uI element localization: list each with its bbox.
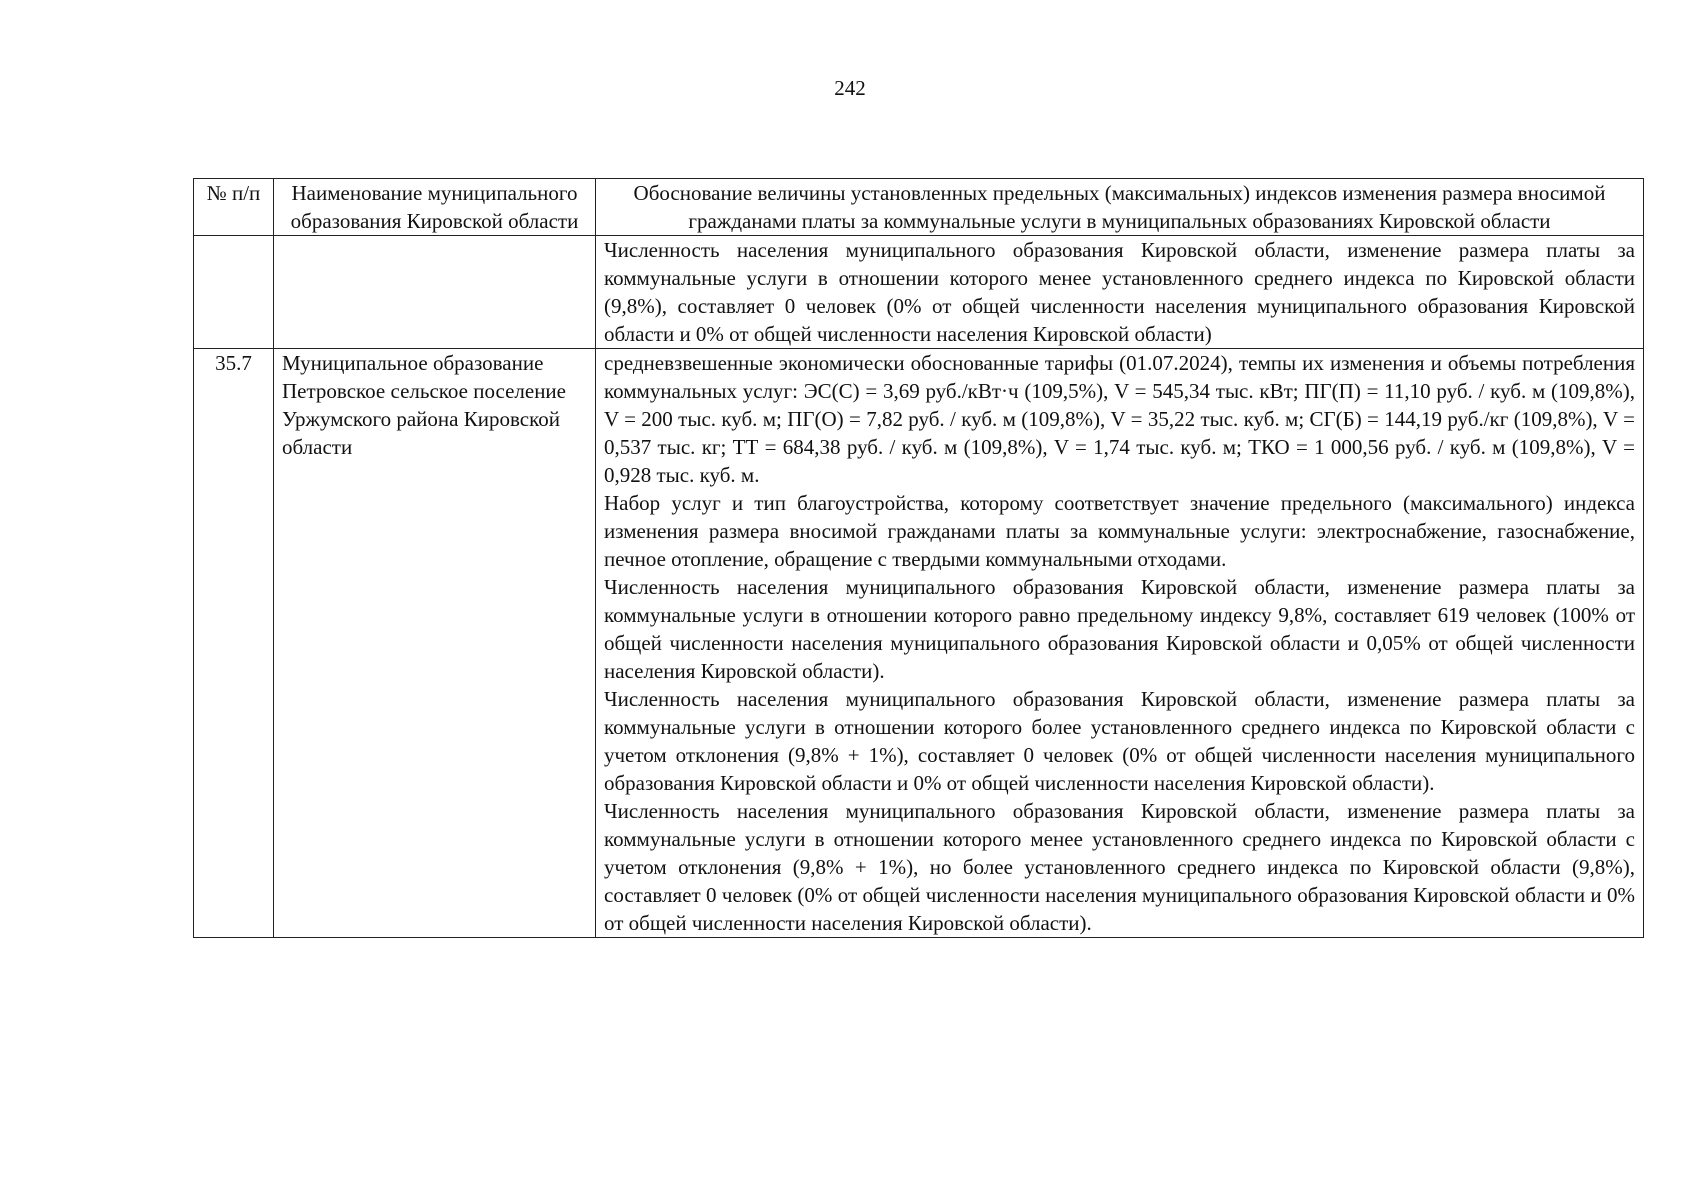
column-header-justification: Обоснование величины установленных предельных (максимальных) индексов изменения размера вносимой гражданами платы за коммунальные услуги в муниципальных образованиях Кировской области (596, 179, 1644, 236)
table-header-row (194, 179, 1644, 236)
services-set-paragraph: Набор услуг и тип благоустройства, которому соответствует значение предельного (максимального) индекса изменения размера вносимой гражданами платы за коммунальные услуги: электроснабжение, газоснабжение, печное отопление, обращение с твердыми коммунальными отходами. (604, 491, 1635, 571)
justification-cell (596, 349, 1644, 938)
indices-table (193, 178, 1644, 938)
municipality-name-cell (274, 236, 596, 349)
municipality-name-cell: Муниципальное образование Петровское сельское поселение Уржумского района Кировской области (274, 349, 596, 938)
column-header-number: № п/п (194, 179, 274, 236)
column-header-municipality: Наименование муниципального образования Кировской области (274, 179, 596, 236)
table-row (194, 349, 1644, 938)
justification-paragraph: Численность населения муниципального образования Кировской области, изменение размера платы за коммунальные услуги в отношении которого менее установленного среднего индекса по Кировской области (9,8%), составляет 0 человек (0% от общей численности населения муниципального образования Кировской области и 0% от общей численности населения Кировской области) (604, 238, 1635, 346)
justification-cell (596, 236, 1644, 349)
row-number-cell: 35.7 (194, 349, 274, 938)
row-number-cell (194, 236, 274, 349)
population-above-index-paragraph: Численность населения муниципального образования Кировской области, изменение размера платы за коммунальные услуги в отношении которого более установленного среднего индекса по Кировской области с учетом отклонения (9,8% + 1%), составляет 0 человек (0% от общей численности населения муниципального образования Кировской области и 0% от общей численности населения Кировской области). (604, 687, 1635, 795)
population-between-index-paragraph: Численность населения муниципального образования Кировской области, изменение размера платы за коммунальные услуги в отношении которого менее установленного среднего индекса по Кировской области с учетом отклонения (9,8% + 1%), но более установленного среднего индекса по Кировской области (9,8%), составляет 0 человек (0% от общей численности населения муниципального образования Кировской области и 0% от общей численности населения Кировской области). (604, 799, 1635, 935)
tariffs-paragraph: средневзвешенные экономически обоснованные тарифы (01.07.2024), темпы их изменения и объемы потребления коммунальных услуг: ЭС(С) = 3,69 руб./кВт·ч (109,5%), V = 545,34 тыс. кВт; ПГ(П) = 11,10 руб. / куб. м (109,8%), V = 200 тыс. куб. м; ПГ(О) = 7,82 руб. / куб. м (109,8%), V = 35,22 тыс. куб. м; СГ(Б) = 144,19 руб./кг (109,8%), V = 0,537 тыс. кг; ТТ = 684,38 руб. / куб. м (109,8%), V = 1,74 тыс. куб. м; ТКО = 1 000,56 руб. / куб. м (109,8%), V = 0,928 тыс. куб. м. (604, 351, 1635, 487)
table-row (194, 236, 1644, 349)
population-equal-index-paragraph: Численность населения муниципального образования Кировской области, изменение размера платы за коммунальные услуги в отношении которого равно предельному индексу 9,8%, составляет 619 человек (100% от общей численности населения муниципального образования Кировской области и 0,05% от общей численности населения Кировской области). (604, 575, 1635, 683)
page-number: 242 (834, 76, 866, 100)
